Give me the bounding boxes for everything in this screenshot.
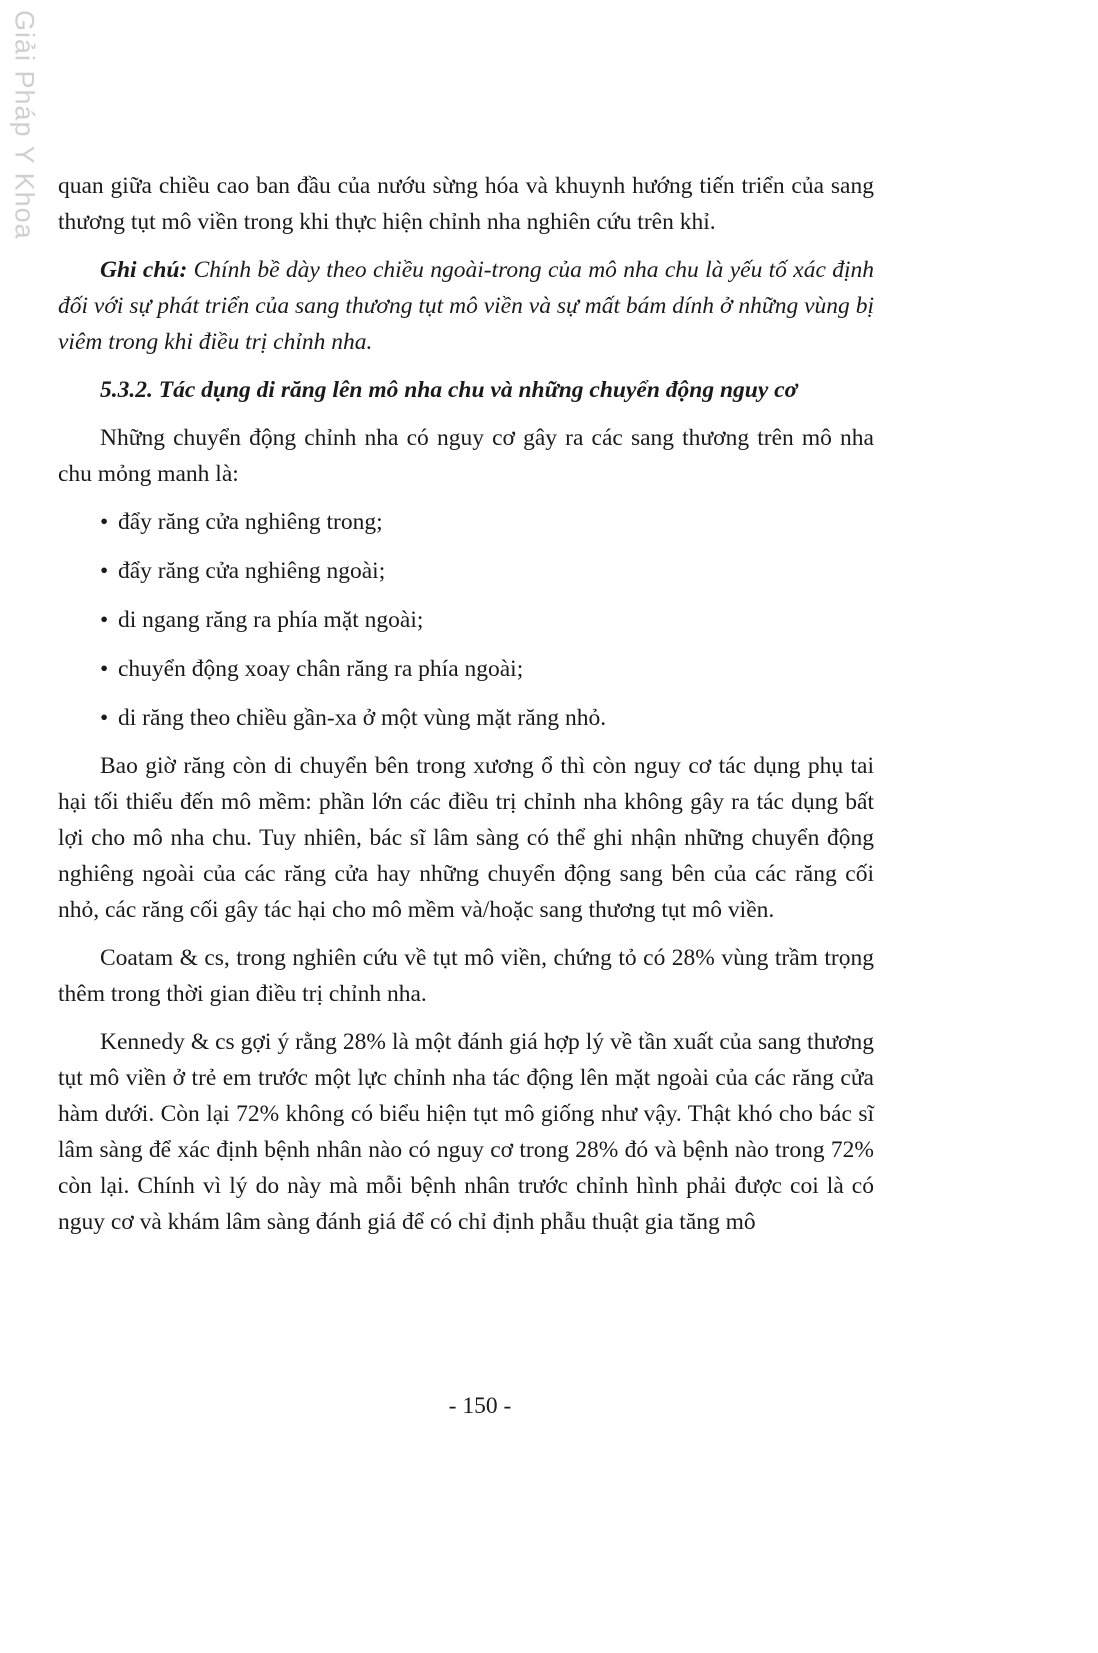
bullet-icon: • xyxy=(100,656,109,682)
paragraph-coatam: Coatam & cs, trong nghiên cứu về tụt mô viền, chứng tỏ có 28% vùng trầm trọng thêm trong thời gian điều trị chỉnh nha. xyxy=(58,945,874,1007)
list-item: • đẩy răng cửa nghiêng ngoài; xyxy=(100,553,874,589)
watermark xyxy=(2,10,46,250)
list-item: • di ngang răng ra phía mặt ngoài; xyxy=(100,602,874,638)
page-body xyxy=(58,168,874,1252)
paragraph-continuation: quan giữa chiều cao ban đầu của nướu sừng hóa và khuynh hướng tiến triển của sang thương tụt mô viền trong khi thực hiện chỉnh nha nghiên cứu trên khỉ. xyxy=(58,173,874,235)
bullet-icon: • xyxy=(100,509,109,535)
note-label: Ghi chú: xyxy=(100,257,188,283)
note-paragraph xyxy=(58,252,874,360)
watermark-text: Giải Pháp Y Khoa xyxy=(9,10,40,240)
list-item: • di răng theo chiều gần-xa ở một vùng mặt răng nhỏ. xyxy=(100,700,874,736)
intro-paragraph: Những chuyển động chỉnh nha có nguy cơ gây ra các sang thương trên mô nha chu mỏng manh là: xyxy=(58,425,874,487)
list-item: • đẩy răng cửa nghiêng trong; xyxy=(100,504,874,540)
bullet-icon: • xyxy=(100,558,109,584)
list-item: • chuyển động xoay chân răng ra phía ngoài; xyxy=(100,651,874,687)
bullet-icon: • xyxy=(100,607,109,633)
bullet-icon: • xyxy=(100,705,109,731)
page-number: - 150 - xyxy=(448,1393,512,1419)
section-heading: 5.3.2. Tác dụng di răng lên mô nha chu và những chuyển động nguy cơ xyxy=(100,377,798,403)
paragraph-kennedy: Kennedy & cs gợi ý rằng 28% là một đánh giá hợp lý về tần xuất của sang thương tụt mô viền ở trẻ em trước một lực chỉnh nha tác động lên mặt ngoài của các răng cửa hàm dưới. Còn lại 72% không có biểu hiện tụt mô giống như vậy. Thật khó cho bác sĩ lâm sàng để xác định bệnh nhân nào có nguy cơ trong 28% đó và bệnh nào trong 72% còn lại. Chính vì lý do này mà mỗi bệnh nhân trước chỉnh hình phải được coi là có nguy cơ và khám lâm sàng đánh giá để có chỉ định phẫu thuật gia tăng mô xyxy=(58,1029,874,1235)
risk-movements-list xyxy=(58,504,874,736)
note-text: Chính bề dày theo chiều ngoài-trong của mô nha chu là yếu tố xác định đối với sự phát triển của sang thương tụt mô viền và sự mất bám dính ở những vùng bị viêm trong khi điều trị chỉnh nha. xyxy=(58,257,874,355)
paragraph-bao-gio: Bao giờ răng còn di chuyển bên trong xương ổ thì còn nguy cơ tác dụng phụ tai hại tối thiểu đến mô mềm: phần lớn các điều trị chỉnh nha không gây ra tác dụng bất lợi cho mô nha chu. Tuy nhiên, bác sĩ lâm sàng có thể ghi nhận những chuyển động nghiêng ngoài của các răng cửa hay những chuyển động sang bên của các răng cối nhỏ, các răng cối gây tác hại cho mô mềm và/hoặc sang thương tụt mô viền. xyxy=(58,753,874,923)
